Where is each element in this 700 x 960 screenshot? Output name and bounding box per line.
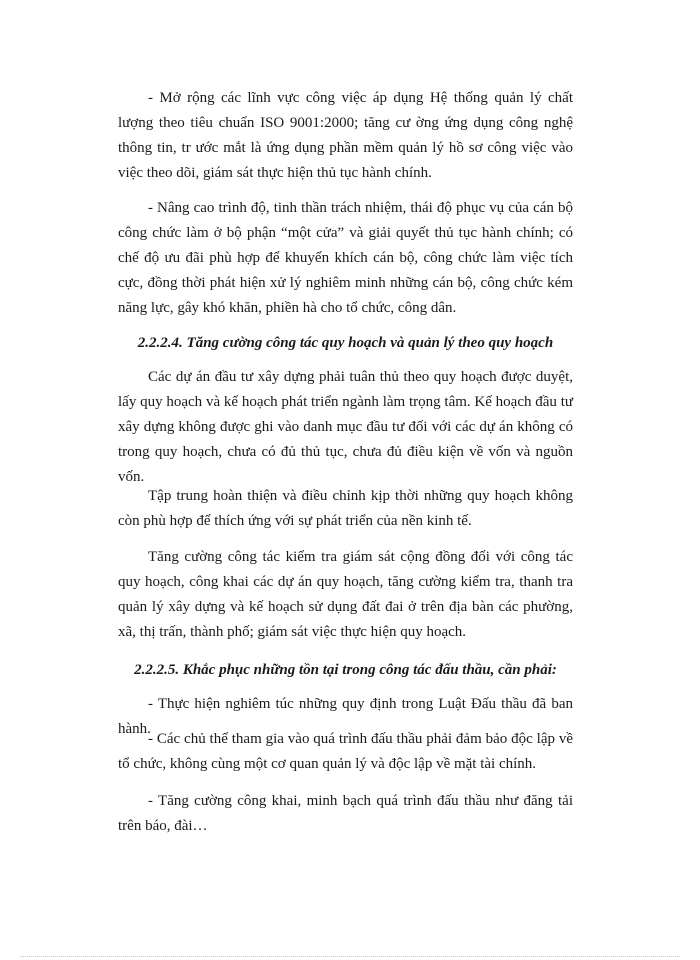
paragraph-adjust-planning: Tập trung hoàn thiện và điều chỉnh kịp thời những quy hoạch không còn phù hợp để thích ứng với sự phát triển của nền kinh tế. [118, 488, 573, 529]
page-bottom-divider [20, 956, 680, 957]
section-heading-planning: 2.2.2.4. Tăng cường công tác quy hoạch và quản lý theo quy hoạch [137, 335, 554, 351]
section-heading-bidding: 2.2.2.5. Khắc phục những tồn tại trong công tác đấu thầu, cần phải: [134, 662, 557, 678]
paragraph-iso-application: - Mở rộng các lĩnh vực công việc áp dụng Hệ thống quản lý chất lượng theo tiêu chuẩn ISO 9001:2000; tăng cư ờng ứng dụng công nghệ thông tin, tr ước mắt là ứng dụng phần mềm quản lý hồ sơ công việc vào việc theo dõi, giám sát thực hiện thủ tục hành chính. [118, 90, 573, 181]
paragraph-bidding-independence: - Các chủ thể tham gia vào quá trình đấu thầu phải đảm bảo độc lập về tổ chức, không cùng một cơ quan quản lý và độc lập về mặt tài chính. [118, 731, 573, 772]
paragraph-one-stop-staff: - Nâng cao trình độ, tinh thần trách nhiệm, thái độ phục vụ của cán bộ công chức làm ở bộ phận “một cửa” và giải quyết thủ tục hành chính; có chế độ ưu đãi phù hợp để khuyến khích cán bộ, công chức làm việc tích cực, đồng thời phát hiện xử lý nghiêm minh những cán bộ, công chức kém năng lực, gây khó khăn, phiền hà cho tổ chức, công dân. [118, 200, 573, 316]
paragraph-bidding-law: - Thực hiện nghiêm túc những quy định trong Luật Đấu thầu đã ban hành. [118, 696, 573, 737]
paragraph-investment-projects: Các dự án đầu tư xây dựng phải tuân thủ theo quy hoạch được duyệt, lấy quy hoạch và kế hoạch phát triển ngành làm trọng tâm. Kế hoạch đầu tư xây dựng không được ghi vào danh mục đầu tư đối với các dự án không có trong quy hoạch, chưa có đủ thủ tục, chưa đủ điều kiện về vốn và nguồn vốn. [118, 369, 573, 485]
paragraph-bidding-transparency: - Tăng cường công khai, minh bạch quá trình đấu thầu như đăng tải trên báo, đài… [118, 793, 573, 834]
paragraph-community-supervision: Tăng cường công tác kiểm tra giám sát cộng đồng đối với công tác quy hoạch, công khai các dự án quy hoạch, tăng cường kiểm tra, thanh tra quản lý xây dựng và kế hoạch sử dụng đất đai ở trên địa bàn các phường, xã, thị trấn, thành phố; giám sát việc thực hiện quy hoạch. [118, 549, 573, 640]
